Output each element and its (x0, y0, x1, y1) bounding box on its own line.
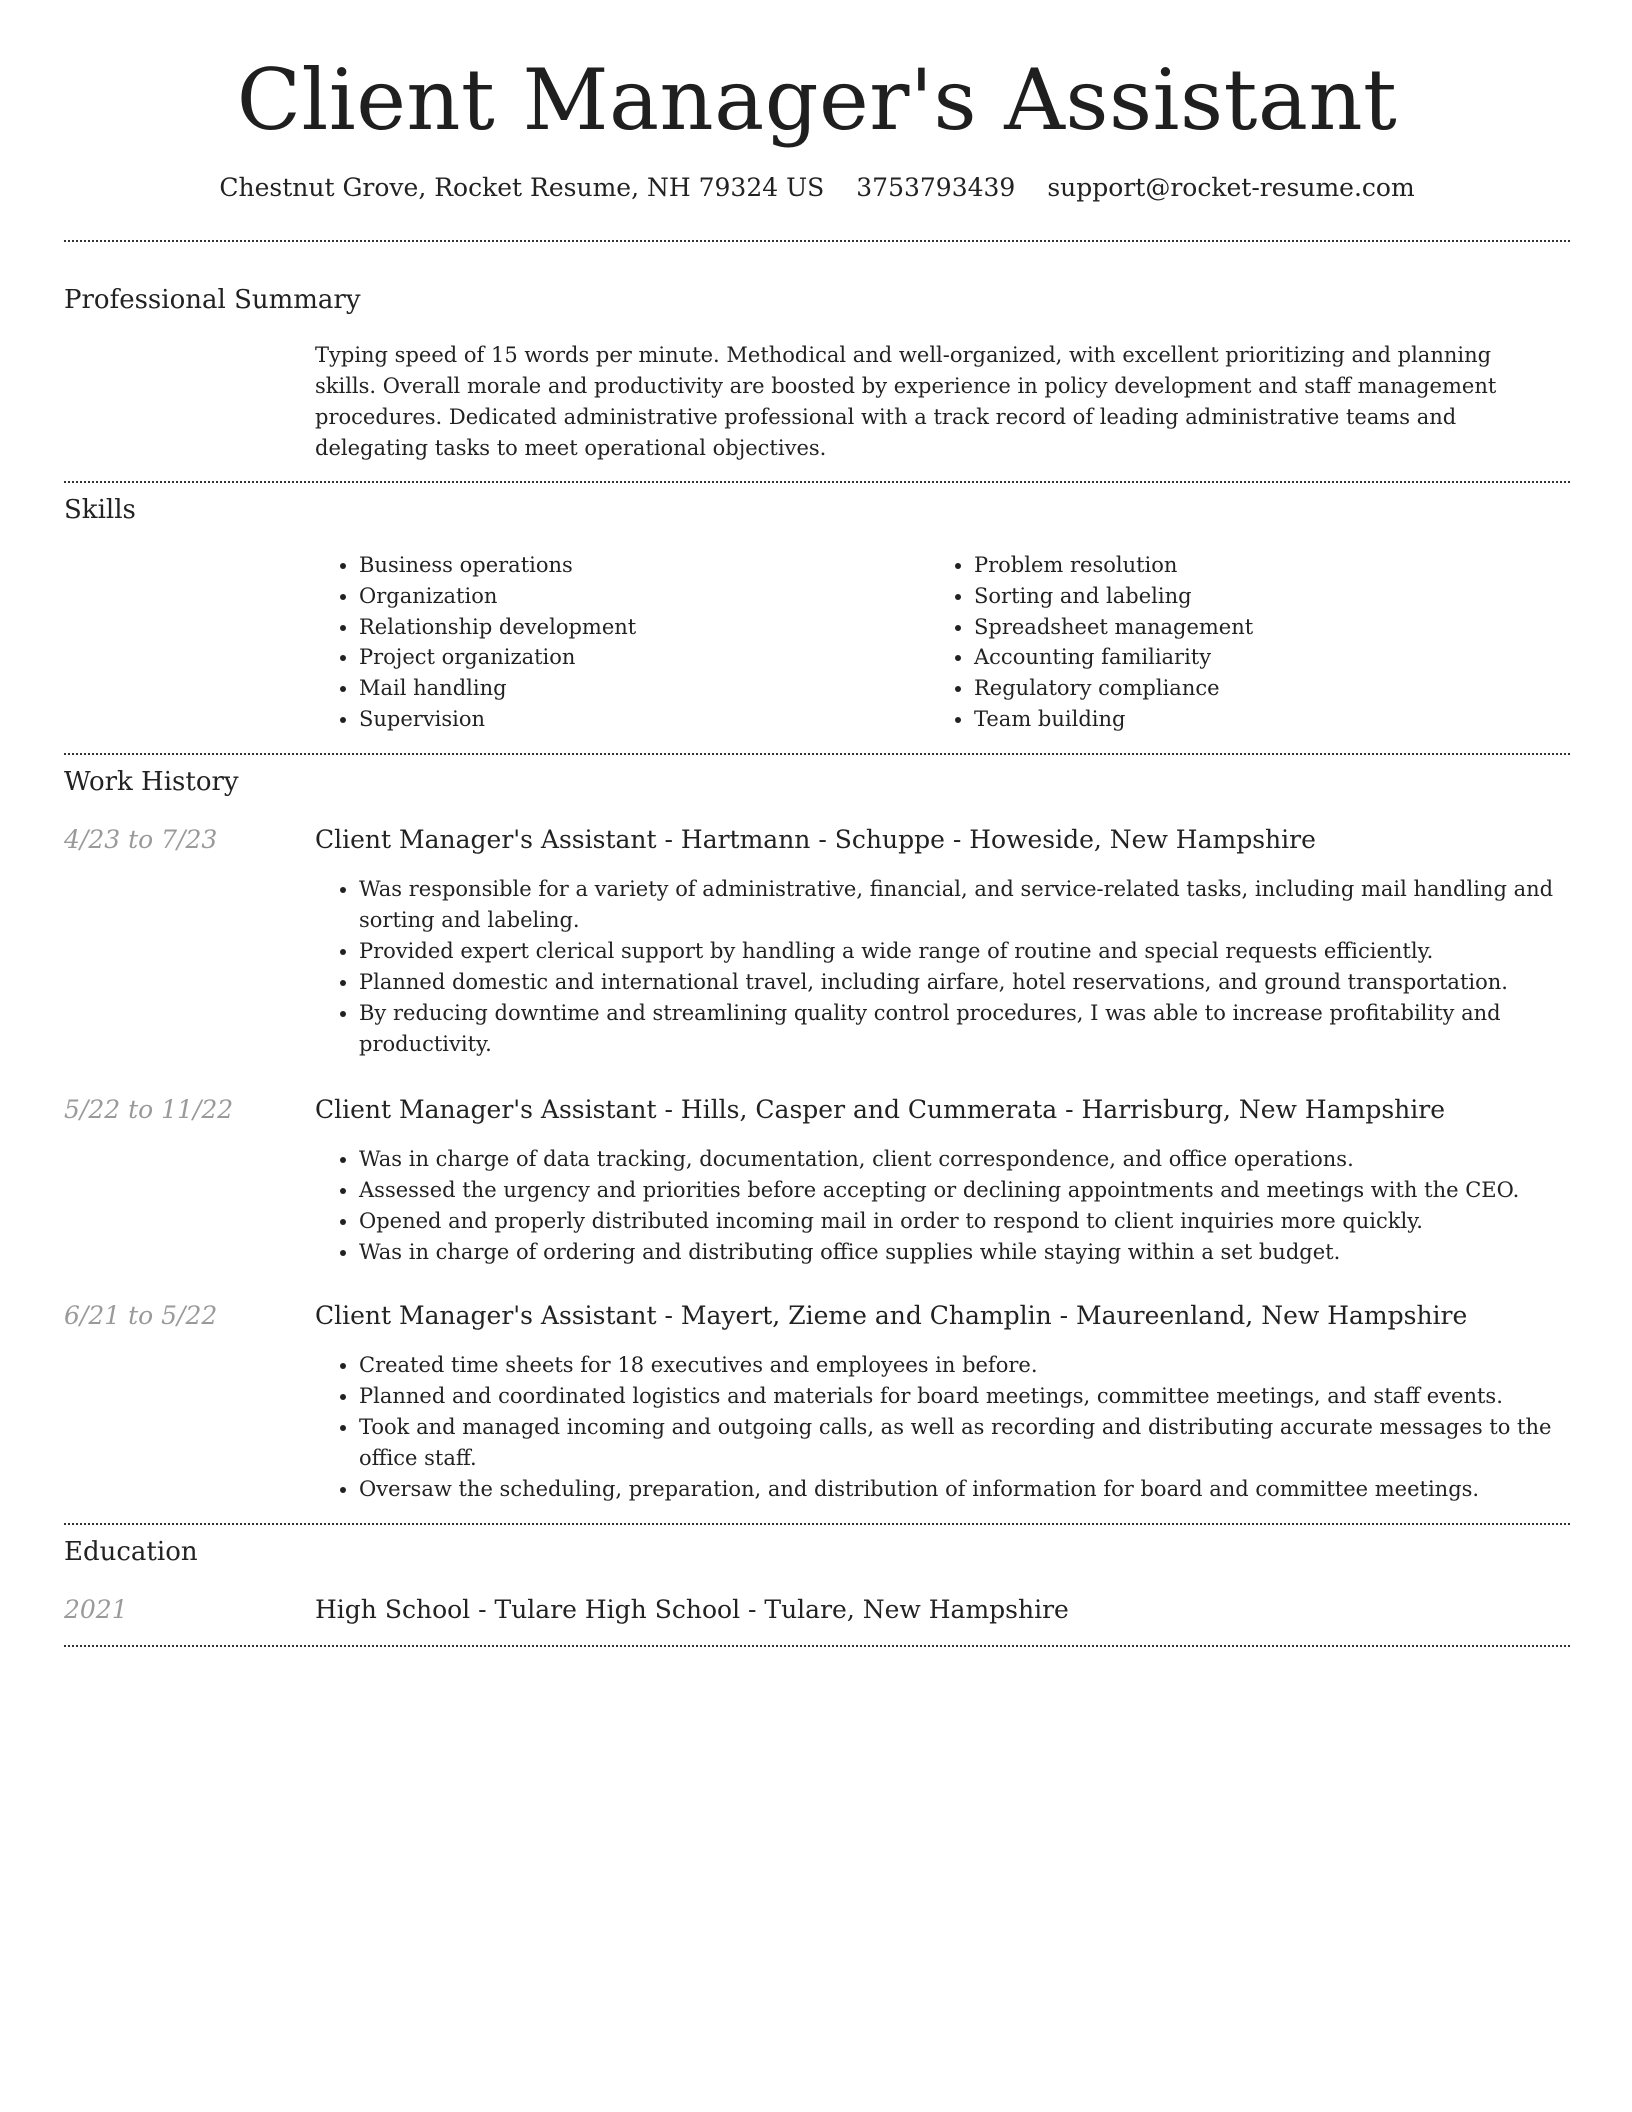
skill-item: • Organization (359, 581, 636, 612)
skill-item: • Team building (974, 704, 1253, 735)
skills-divider (64, 753, 1570, 755)
job-bullet: • Took and managed incoming and outgoing calls, as well as recording and distributing accurate messages to the office staff. (359, 1412, 1565, 1474)
job-bullet: • Provided expert clerical support by handling a wide range of routine and special requests efficiently. (359, 936, 1565, 967)
education-entry: High School - Tulare High School - Tulare, New Hampshire (315, 1595, 1069, 1624)
job-bullet: • Planned domestic and international travel, including airfare, hotel reservations, and ground transportation. (359, 967, 1565, 998)
skills-list-right (930, 550, 1253, 735)
job-bullets (315, 874, 1565, 1060)
job-bullet: • Created time sheets for 18 executives and employees in before. (359, 1350, 1565, 1381)
job-dates: 4/23 to 7/23 (64, 825, 218, 854)
skills-heading: Skills (64, 495, 136, 525)
skill-item: • Supervision (359, 704, 636, 735)
work-heading: Work History (64, 767, 239, 797)
job-bullet: • Was in charge of ordering and distributing office supplies while staying within a set budget. (359, 1237, 1565, 1268)
job-bullet: • Assessed the urgency and priorities before accepting or declining appointments and meetings with the CEO. (359, 1175, 1565, 1206)
contact-line (64, 170, 1570, 206)
job-title: Client Manager's Assistant - Hartmann - Schuppe - Howeside, New Hampshire (315, 825, 1316, 854)
contact-email[interactable]: support@rocket-resume.com (1047, 173, 1415, 202)
education-year: 2021 (64, 1595, 128, 1624)
skills-list-left (315, 550, 636, 735)
job-bullet: • Opened and properly distributed incoming mail in order to respond to client inquiries more quickly. (359, 1206, 1565, 1237)
job-bullets (315, 1350, 1565, 1505)
education-heading: Education (64, 1537, 198, 1567)
job-title: Client Manager's Assistant - Hills, Casper and Cummerata - Harrisburg, New Hampshire (315, 1095, 1445, 1124)
summary-heading: Professional Summary (64, 285, 361, 315)
skill-item: • Accounting familiarity (974, 642, 1253, 673)
skill-item: • Sorting and labeling (974, 581, 1253, 612)
skill-item: • Relationship development (359, 612, 636, 643)
job-bullet: • Was in charge of data tracking, documentation, client correspondence, and office operations. (359, 1144, 1565, 1175)
skill-item: • Regulatory compliance (974, 673, 1253, 704)
job-title: Client Manager's Assistant - Mayert, Zieme and Champlin - Maureenland, New Hampshire (315, 1301, 1468, 1330)
job-dates: 6/21 to 5/22 (64, 1301, 218, 1330)
contact-address: Chestnut Grove, Rocket Resume, NH 79324 US (219, 173, 825, 202)
skill-item: • Spreadsheet management (974, 612, 1253, 643)
skill-item: • Project organization (359, 642, 636, 673)
summary-text: Typing speed of 15 words per minute. Methodical and well-organized, with excellent prioritizing and planning skills. Overall morale and productivity are boosted by experience in policy development and staff management procedures. Dedicated administrative professional with a track record of leading administrative teams and delegating tasks to meet operational objectives. (315, 343, 1497, 460)
job-bullet: • Planned and coordinated logistics and materials for board meetings, committee meetings, and staff events. (359, 1381, 1565, 1412)
job-bullets (315, 1144, 1565, 1268)
skill-item: • Business operations (359, 550, 636, 581)
skill-item: • Mail handling (359, 673, 636, 704)
job-dates: 5/22 to 11/22 (64, 1095, 234, 1124)
work-divider (64, 1523, 1570, 1525)
job-bullet: • Was responsible for a variety of administrative, financial, and service-related tasks, including mail handling and sorting and labeling. (359, 874, 1565, 936)
summary-divider (64, 481, 1570, 483)
skill-item: • Problem resolution (974, 550, 1253, 581)
job-bullet: • By reducing downtime and streamlining quality control procedures, I was able to increase profitability and productivity. (359, 998, 1565, 1060)
contact-phone: 3753793439 (856, 173, 1016, 202)
resume-name: Client Manager's Assistant (236, 51, 1398, 149)
header-divider (64, 240, 1570, 242)
job-bullet: • Oversaw the scheduling, preparation, and distribution of information for board and committee meetings. (359, 1474, 1565, 1505)
education-divider (64, 1645, 1570, 1647)
